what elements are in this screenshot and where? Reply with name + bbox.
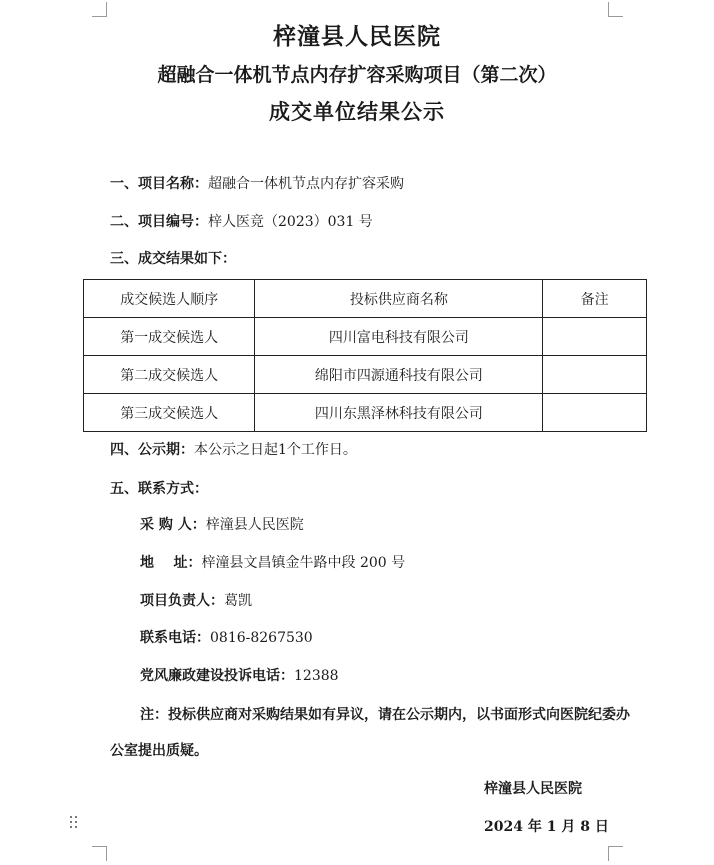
rank-cell: 第三成交候选人 bbox=[84, 394, 255, 432]
phone-value: 0816-8267530 bbox=[210, 630, 313, 646]
person-line bbox=[140, 591, 252, 611]
supplier-cell: 绵阳市四源通科技有限公司 bbox=[255, 356, 543, 394]
contact-heading bbox=[110, 479, 208, 499]
results-table bbox=[83, 279, 647, 432]
margin-mark-bottom-left bbox=[92, 846, 107, 861]
project-name-label: 一、项目名称： bbox=[110, 176, 208, 192]
phone-label: 联系电话： bbox=[140, 630, 210, 646]
contact-heading-text: 五、联系方式： bbox=[110, 481, 208, 497]
table-row bbox=[84, 318, 647, 356]
phone-line bbox=[140, 628, 313, 648]
header-cell-rank: 成交候选人顺序 bbox=[84, 280, 255, 318]
hospital-title: 梓潼县人民医院 bbox=[273, 23, 441, 50]
complaint-line bbox=[140, 666, 339, 686]
complaint-value: 12388 bbox=[294, 668, 339, 684]
person-value: 葛凯 bbox=[224, 593, 252, 609]
address-line bbox=[140, 553, 405, 573]
notice-period-line bbox=[110, 440, 357, 460]
objection-note: 注：投标供应商对采购结果如有异议，请在公示期内，以书面形式向医院纪委办公室提出质疑。 bbox=[110, 707, 630, 759]
margin-mark-top-right bbox=[608, 2, 623, 17]
purchaser-line bbox=[140, 515, 304, 535]
supplier-cell: 四川东黑泽林科技有限公司 bbox=[255, 394, 543, 432]
notice-period-label: 四、公示期： bbox=[110, 442, 194, 458]
remark-cell bbox=[543, 356, 647, 394]
complaint-label: 党风廉政建设投诉电话： bbox=[140, 668, 294, 684]
rank-cell: 第二成交候选人 bbox=[84, 356, 255, 394]
project-title: 超融合一体机节点内存扩容采购项目（第二次） bbox=[157, 64, 557, 86]
results-heading bbox=[110, 249, 236, 269]
remark-cell bbox=[543, 318, 647, 356]
margin-mark-top-left bbox=[92, 2, 107, 17]
drag-handle-icon[interactable] bbox=[70, 816, 80, 830]
signature-date: 2024 年 1 月 8 日 bbox=[484, 819, 609, 835]
purchaser-label: 采 购 人： bbox=[140, 517, 206, 533]
remark-cell bbox=[543, 394, 647, 432]
project-name-line bbox=[110, 174, 404, 194]
margin-mark-bottom-right bbox=[608, 846, 623, 861]
project-no-line bbox=[110, 212, 373, 232]
project-name-value: 超融合一体机节点内存扩容采购 bbox=[208, 176, 404, 192]
header-cell-remark: 备注 bbox=[543, 280, 647, 318]
address-label: 地 址： bbox=[140, 555, 202, 571]
rank-cell: 第一成交候选人 bbox=[84, 318, 255, 356]
supplier-cell: 四川富电科技有限公司 bbox=[255, 318, 543, 356]
project-no-label: 二、项目编号： bbox=[110, 214, 208, 230]
address-value: 梓潼县文昌镇金牛路中段 200 号 bbox=[201, 555, 406, 571]
table-row bbox=[84, 394, 647, 432]
notice-period-value: 本公示之日起1个工作日。 bbox=[194, 442, 357, 458]
results-heading-text: 三、成交结果如下： bbox=[110, 251, 236, 267]
header-cell-supplier: 投标供应商名称 bbox=[255, 280, 543, 318]
table-row bbox=[84, 356, 647, 394]
announcement-title: 成交单位结果公示 bbox=[269, 99, 445, 124]
signature-org: 梓潼县人民医院 bbox=[484, 781, 582, 797]
table-header-row bbox=[84, 280, 647, 318]
person-label: 项目负责人： bbox=[140, 593, 224, 609]
purchaser-value: 梓潼县人民医院 bbox=[205, 517, 304, 533]
project-no-value: 梓人医竞（2023）031 号 bbox=[208, 214, 373, 230]
